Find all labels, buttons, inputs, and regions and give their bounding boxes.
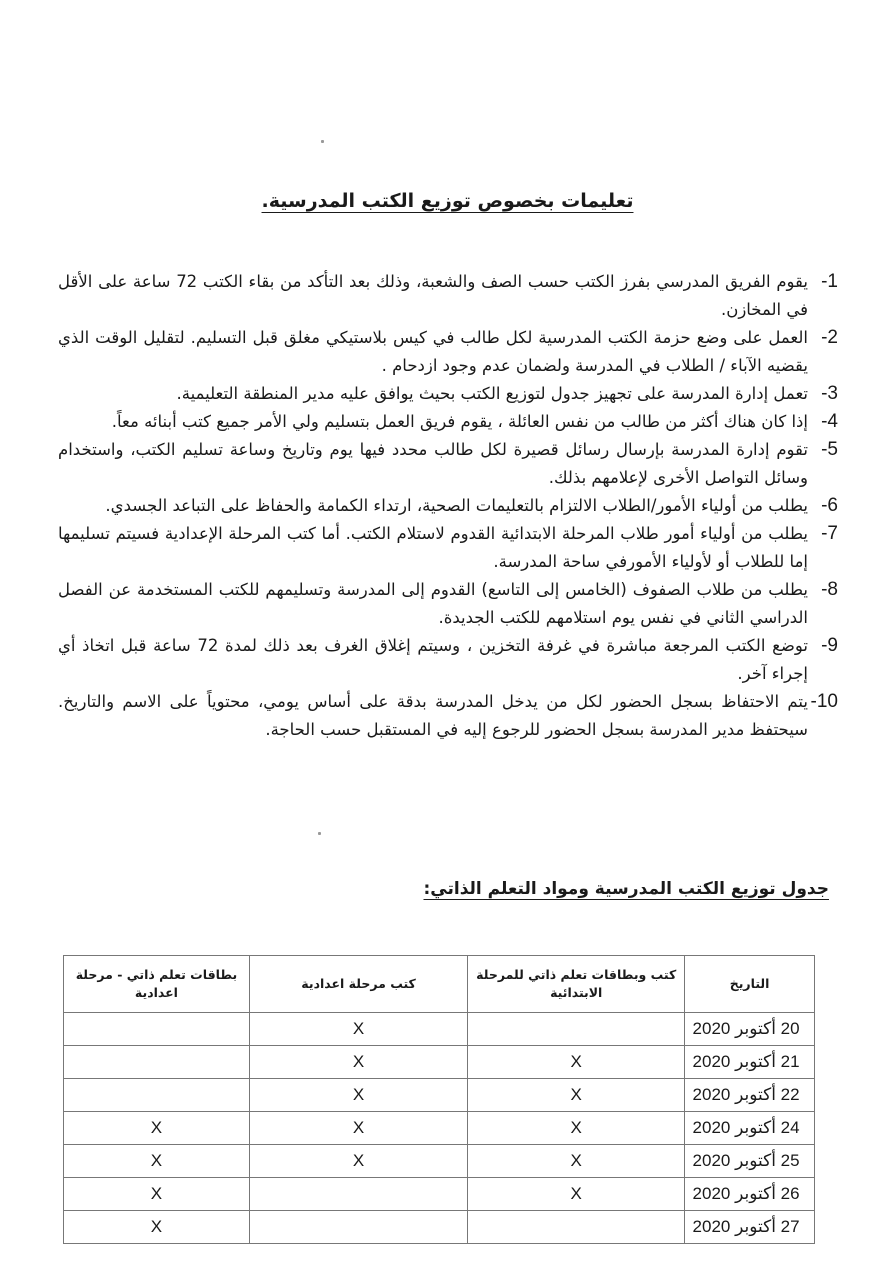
- instruction-number: 2-: [821, 327, 838, 348]
- cell-primary: [468, 1211, 685, 1244]
- instruction-item: [58, 408, 838, 436]
- cell-prep-books: [249, 1211, 467, 1244]
- cell-prep-books: X: [249, 1046, 467, 1079]
- cell-prep-books: X: [249, 1112, 467, 1145]
- instruction-text: تقوم إدارة المدرسة بإرسال رسائل قصيرة لكل طالب محدد فيها يوم وتاريخ وساعة تسليم الكتب، واستخدام وسائل التواصل الأخرى لإعلامهم بذلك.: [58, 440, 808, 487]
- cell-prep-cards: [64, 1013, 250, 1046]
- cell-date: 27 أكتوبر 2020: [685, 1211, 815, 1244]
- cell-date: 22 أكتوبر 2020: [685, 1079, 815, 1112]
- instructions-list: [58, 268, 838, 744]
- instruction-text: يتم الاحتفاظ بسجل الحضور لكل من يدخل المدرسة بدقة على أساس يومي، محتوياً على الاسم والتاريخ. سيحتفظ مدير المدرسة بسجل الحضور للرجوع إليه في المستقبل حسب الحاجة.: [58, 692, 808, 739]
- document-title: تعليمات بخصوص توزيع الكتب المدرسية.: [261, 190, 634, 212]
- instruction-number: 1-: [821, 271, 838, 292]
- cell-prep-cards: [64, 1079, 250, 1112]
- instruction-text: توضع الكتب المرجعة مباشرة في غرفة التخزين ، وسيتم إغلاق الغرف بعد ذلك لمدة 72 ساعة قبل اتخاذ أي إجراء آخر.: [58, 636, 808, 683]
- instruction-number: 10-: [810, 691, 838, 712]
- cell-date: 24 أكتوبر 2020: [685, 1112, 815, 1145]
- instruction-item: [58, 268, 838, 324]
- instruction-text: يطلب من طلاب الصفوف (الخامس إلى التاسع) القدوم إلى المدرسة وتسليمهم للكتب المستخدمة عن الفصل الدراسي الثاني في نفس يوم استلامهم للكتب الجديدة.: [58, 580, 808, 627]
- distribution-schedule-table: [63, 955, 815, 1244]
- table-header-row: [64, 956, 815, 1013]
- instruction-item: [58, 520, 838, 576]
- instruction-text: يقوم الفريق المدرسي بفرز الكتب حسب الصف والشعبة، وذلك بعد التأكد من بقاء الكتب 72 ساعة على الأقل في المخازن.: [58, 272, 808, 319]
- cell-prep-cards: [64, 1046, 250, 1079]
- instruction-number: 7-: [821, 523, 838, 544]
- cell-prep-cards: X: [64, 1112, 250, 1145]
- instruction-text: العمل على وضع حزمة الكتب المدرسية لكل طالب في كيس بلاستيكي مغلق قبل التسليم. لتقليل الوقت الذي يقضيه الآباء / الطلاب في المدرسة ولضمان عدم وجود ازدحام .: [58, 328, 808, 375]
- cell-prep-cards: X: [64, 1211, 250, 1244]
- cell-date: 20 أكتوبر 2020: [685, 1013, 815, 1046]
- table-row: [64, 1211, 815, 1244]
- instruction-item: [58, 324, 838, 380]
- cell-prep-books: X: [249, 1079, 467, 1112]
- header-prep-books: كتب مرحلة اعدادية: [249, 956, 467, 1013]
- table-row: [64, 1013, 815, 1046]
- cell-primary: X: [468, 1145, 685, 1178]
- cell-date: 21 أكتوبر 2020: [685, 1046, 815, 1079]
- table-row: [64, 1079, 815, 1112]
- table-title: جدول توزيع الكتب المدرسية ومواد التعلم الذاتي:: [423, 879, 829, 899]
- table-row: [64, 1046, 815, 1079]
- header-prep-cards: بطاقات تعلم ذاتي - مرحلة اعدادية: [64, 956, 250, 1013]
- scan-speck: [321, 140, 324, 143]
- header-date: التاريخ: [685, 956, 815, 1013]
- scan-speck: [318, 832, 321, 835]
- cell-primary: X: [468, 1112, 685, 1145]
- instruction-number: 4-: [821, 411, 838, 432]
- instruction-item: [58, 576, 838, 632]
- header-primary-books-cards: كتب وبطاقات تعلم ذاتي للمرحلة الابتدائية: [468, 956, 685, 1013]
- table-row: [64, 1178, 815, 1211]
- instruction-number: 6-: [821, 495, 838, 516]
- cell-prep-books: [249, 1178, 467, 1211]
- cell-prep-cards: X: [64, 1178, 250, 1211]
- cell-prep-books: X: [249, 1145, 467, 1178]
- instruction-item: [58, 492, 838, 520]
- instruction-text: تعمل إدارة المدرسة على تجهيز جدول لتوزيع الكتب بحيث يوافق عليه مدير المنطقة التعليمية.: [176, 384, 808, 403]
- cell-primary: X: [468, 1178, 685, 1211]
- instruction-number: 8-: [821, 579, 838, 600]
- instruction-number: 5-: [821, 439, 838, 460]
- instruction-item: [58, 688, 838, 744]
- cell-date: 26 أكتوبر 2020: [685, 1178, 815, 1211]
- cell-prep-cards: X: [64, 1145, 250, 1178]
- instruction-item: [58, 380, 838, 408]
- instruction-text: يطلب من أولياء الأمور/الطلاب الالتزام بالتعليمات الصحية، ارتداء الكمامة والحفاظ على التباعد الجسدي.: [105, 496, 808, 515]
- instruction-text: إذا كان هناك أكثر من طالب من نفس العائلة ، يقوم فريق العمل بتسليم ولي الأمر جميع كتب أبنائه معاً.: [111, 412, 808, 431]
- cell-primary: X: [468, 1046, 685, 1079]
- instruction-item: [58, 632, 838, 688]
- cell-primary: X: [468, 1079, 685, 1112]
- table-row: [64, 1145, 815, 1178]
- table-row: [64, 1112, 815, 1145]
- cell-prep-books: X: [249, 1013, 467, 1046]
- instruction-item: [58, 436, 838, 492]
- instruction-number: 9-: [821, 635, 838, 656]
- instruction-text: يطلب من أولياء أمور طلاب المرحلة الابتدائية القدوم لاستلام الكتب. أما كتب المرحلة الإعدادية فسيتم تسليمها إما للطلاب أو لأولياء الأمورفي ساحة المدرسة.: [58, 524, 808, 571]
- cell-date: 25 أكتوبر 2020: [685, 1145, 815, 1178]
- instruction-number: 3-: [821, 383, 838, 404]
- cell-primary: [468, 1013, 685, 1046]
